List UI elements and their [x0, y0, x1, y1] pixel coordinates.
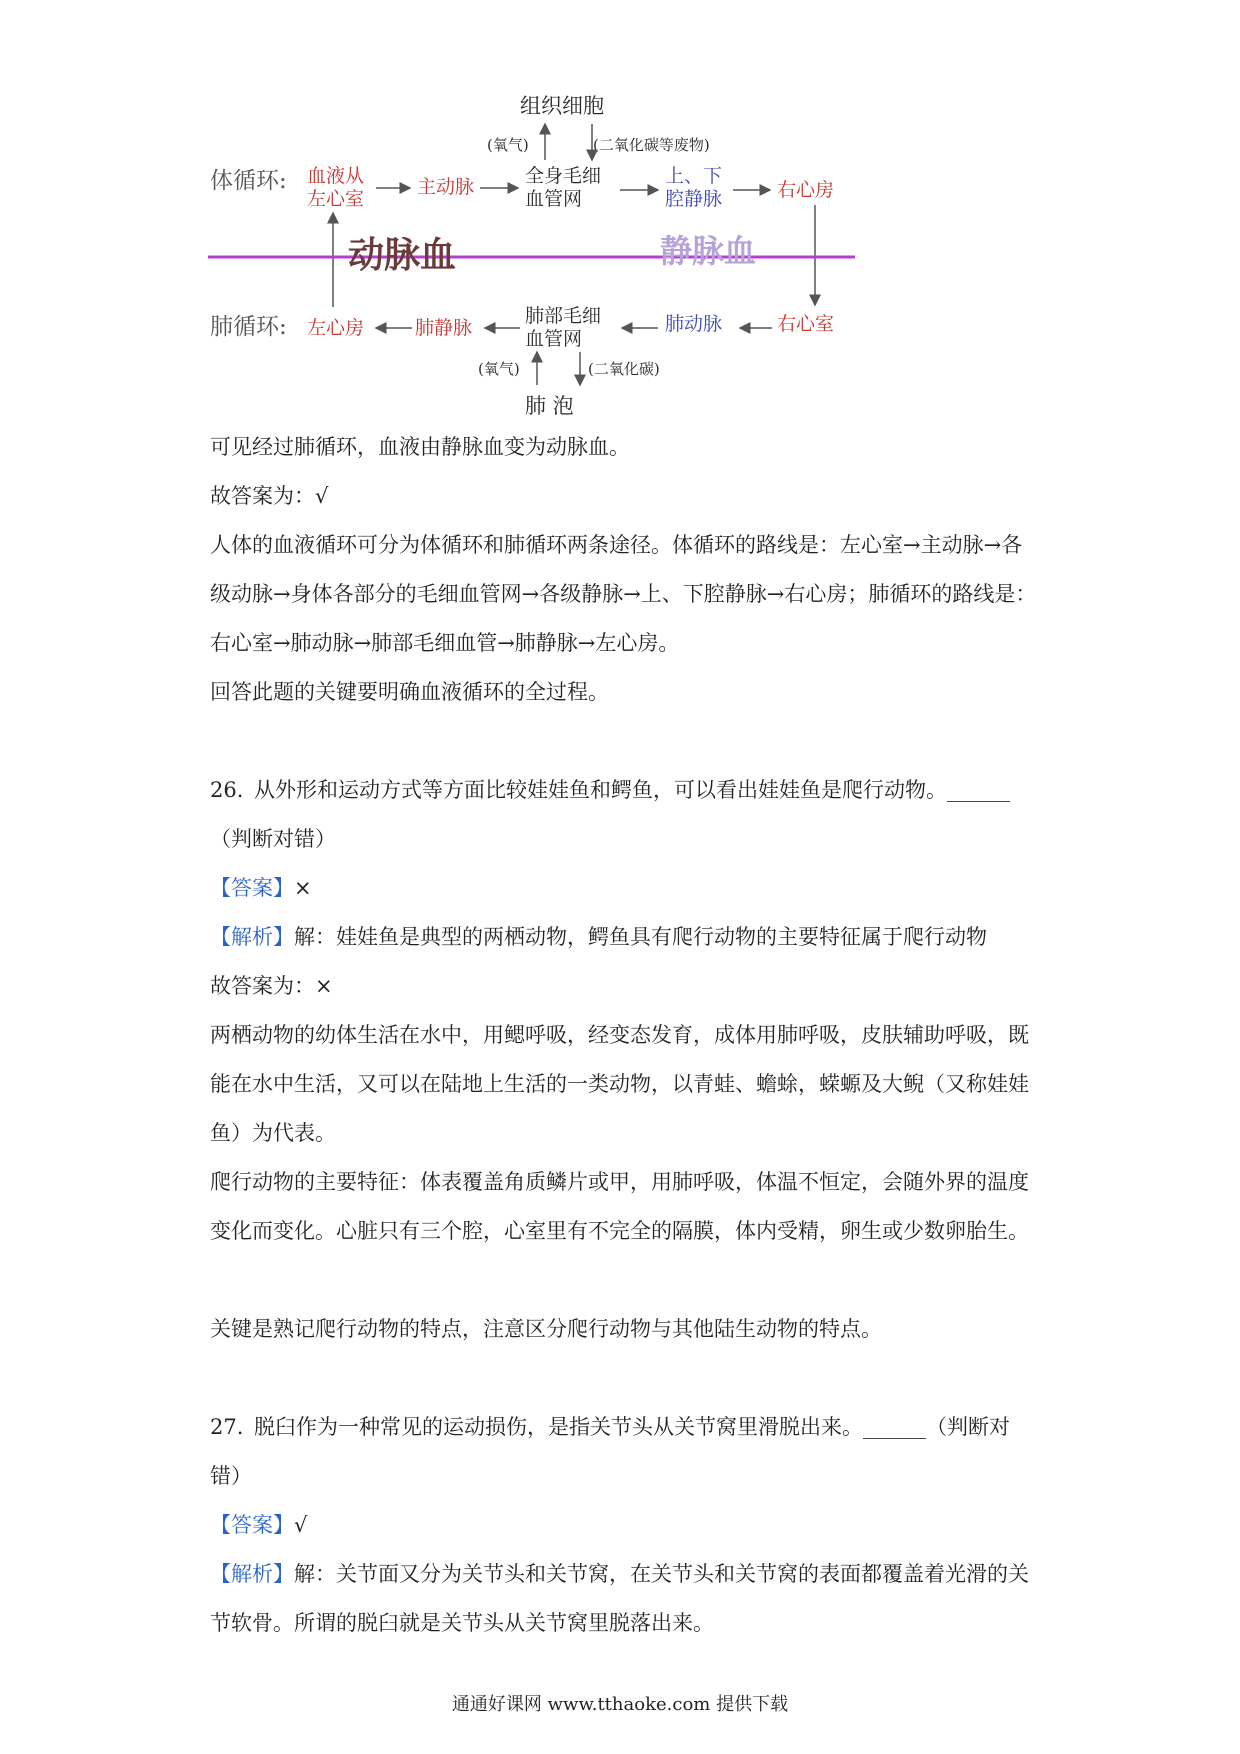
question-27-answer: [210, 1501, 1040, 1550]
question-27-number: 27.: [210, 1415, 244, 1439]
left-atrium-label: 左心房: [307, 317, 365, 339]
right-ventricle-label: 右心室: [777, 313, 835, 335]
key-point-line: 回答此题的关键要明确血液循环的全过程。: [210, 680, 609, 704]
oxygen-bottom-label: (氧气): [478, 360, 520, 378]
circulation-explanation: 人体的血液循环可分为体循环和肺循环两条途径。体循环的路线是：左心室→主动脉→各级动脉→身体各部分的毛细血管网→各级静脉→上、下腔静脉→右心房；肺循环的路线是：右心室→肺动脉→肺部毛细血管→肺静脉→左心房。: [210, 533, 1037, 655]
lung-capillary-line2: 血管网: [525, 328, 583, 350]
pulmonary-vein-label: 肺静脉: [415, 317, 473, 339]
answer-value: ×: [294, 876, 312, 900]
aorta-label: 主动脉: [417, 176, 475, 198]
analysis-text: 解：娃娃鱼是典型的两栖动物，鳄鱼具有爬行动物的主要特征属于爬行动物: [294, 925, 987, 949]
analysis-text: 解：关节面又分为关节头和关节窝，在关节头和关节窝的表面都覆盖着光滑的关节软骨。所谓的脱臼就是关节头从关节窝里脱落出来。: [210, 1562, 1029, 1635]
analysis-tag: 【解析】: [210, 1562, 294, 1586]
body-capillary-line1: 全身毛细: [525, 165, 602, 187]
tissue-cells-label: 组织细胞: [520, 94, 604, 118]
question-27-analysis: [210, 1550, 1040, 1648]
alveolus-label: 肺 泡: [525, 394, 574, 418]
pulmonary-artery-label: 肺动脉: [665, 313, 723, 335]
question-26-result: 故答案为：×: [210, 974, 333, 998]
left-ventricle-line1: 血液从: [307, 165, 365, 187]
question-27: [210, 1403, 1040, 1501]
answer-tag: 【答案】: [210, 1513, 294, 1537]
question-26-number: 26.: [210, 778, 244, 802]
amphibian-paragraph: 两栖动物的幼体生活在水中，用鳃呼吸，经变态发育，成体用肺呼吸，皮肤辅助呼吸，既能在水中生活，又可以在陆地上生活的一类动物，以青蛙、蟾蜍，蝾螈及大鲵（又称娃娃鱼）为代表。: [210, 1023, 1029, 1145]
co2-waste-label: (二氧化碳等废物): [593, 136, 710, 154]
right-atrium-label: 右心房: [777, 179, 835, 201]
question-26-text: 从外形和运动方式等方面比较娃娃鱼和鳄鱼，可以看出娃娃鱼是爬行动物。______（判断对错）: [210, 778, 1010, 851]
reptile-paragraph: 爬行动物的主要特征：体表覆盖角质鳞片或甲，用肺呼吸，体温不恒定，会随外界的温度变化而变化。心脏只有三个腔，心室里有不完全的隔膜，体内受精，卵生或少数卵胎生。: [210, 1170, 1029, 1243]
answer-tag: 【答案】: [210, 876, 294, 900]
question-26-answer: [210, 864, 1040, 913]
key-point-26: 关键是熟记爬行动物的特点，注意区分爬行动物与其他陆生动物的特点。: [210, 1317, 882, 1341]
venous-blood-label: 静脉血: [660, 232, 757, 270]
body-capillary-line2: 血管网: [525, 188, 583, 210]
left-ventricle-line2: 左心室: [307, 188, 365, 210]
question-26: [210, 766, 1040, 864]
oxygen-top-label: (氧气): [487, 136, 529, 154]
arterial-blood-label: 动脉血: [348, 234, 457, 276]
lung-capillary-line1: 肺部毛细: [525, 305, 602, 327]
answer-value: √: [294, 1513, 308, 1537]
co2-bottom-label: (二氧化碳): [588, 360, 660, 378]
vena-cava-line2: 腔静脉: [665, 188, 723, 210]
conclusion-line: 可见经过肺循环，血液由静脉血变为动脉血。: [210, 435, 630, 459]
question-27-text: 脱臼作为一种常见的运动损伤，是指关节头从关节窝里滑脱出来。______（判断对错）: [210, 1415, 1010, 1488]
analysis-tag: 【解析】: [210, 925, 294, 949]
blood-circulation-diagram: [0, 0, 1240, 430]
footer-source: 通通好课网 www.tthaoke.com 提供下载: [451, 1694, 789, 1715]
pulmonary-circulation-label: 肺循环:: [210, 314, 287, 340]
systemic-circulation-label: 体循环:: [210, 168, 287, 194]
question-26-analysis: [210, 913, 1040, 962]
answer-line: 故答案为：√: [210, 484, 329, 508]
vena-cava-line1: 上、下: [665, 165, 723, 187]
